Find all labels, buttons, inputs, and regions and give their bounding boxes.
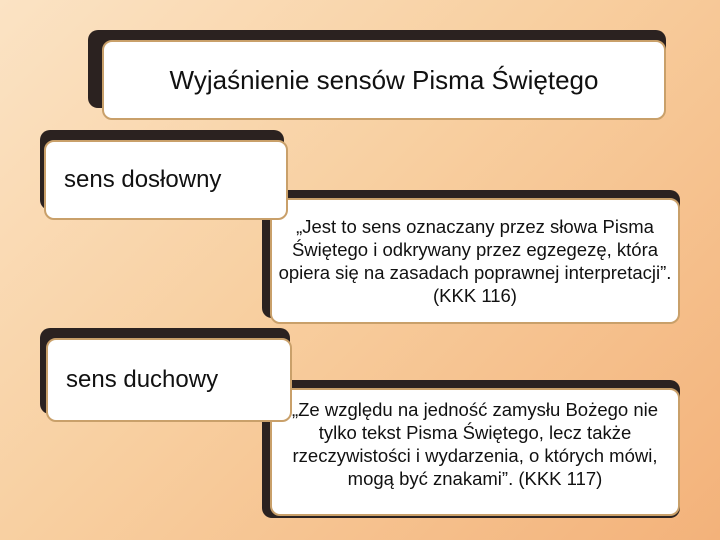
spiritual-sense-label-text: sens duchowy bbox=[66, 366, 219, 393]
literal-sense-text: „Jest to sens oznaczany przez słowa Pisma Świętego i odkrywany przez egzegezę, która opiera się na zasadach poprawnej interpretacji”. (KKK 116) bbox=[278, 216, 672, 306]
spiritual-sense-label bbox=[46, 338, 292, 422]
spiritual-sense-description bbox=[270, 388, 680, 516]
literal-sense-label bbox=[44, 140, 288, 220]
spiritual-sense-text: „Ze względu na jedność zamysłu Bożego nie tylko tekst Pisma Świętego, lecz także rzeczywistości i wydarzenia, o których mówi, mogą być znakami”. (KKK 117) bbox=[291, 399, 659, 489]
literal-sense-description bbox=[270, 198, 680, 324]
page-title-text: Wyjaśnienie sensów Pisma Świętego bbox=[169, 64, 599, 95]
page-title bbox=[102, 40, 666, 120]
literal-sense-label-text: sens dosłowny bbox=[64, 166, 222, 193]
